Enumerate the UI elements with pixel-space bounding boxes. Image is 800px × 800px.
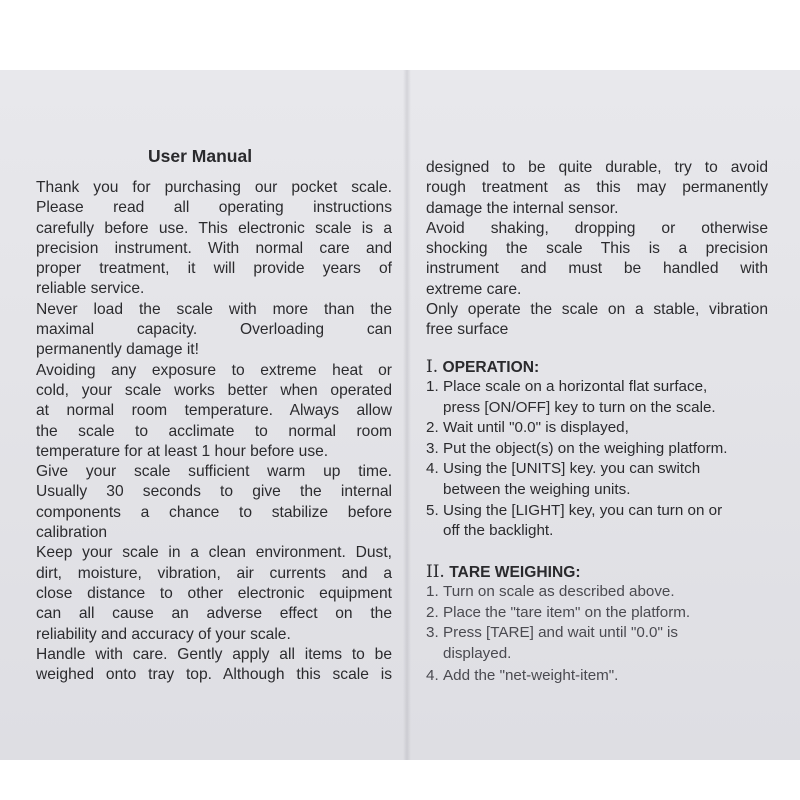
- right-column: [426, 158, 768, 341]
- text-line: Avoiding any exposure to extreme heat or: [36, 361, 392, 379]
- text-line: reliability and accuracy of your scale.: [36, 625, 291, 643]
- item-text: between the weighing units.: [443, 480, 631, 498]
- item-number: 4.: [426, 667, 439, 685]
- list-item: [426, 666, 766, 687]
- text-line: at normal room temperature. Always allow: [36, 402, 392, 420]
- text-line: components a chance to stabilize before: [36, 503, 392, 521]
- text-line: carefully before use. This electronic scale is a: [36, 219, 392, 237]
- item-text: Wait until "0.0" is displayed,: [443, 419, 629, 437]
- text-line: proper treatment, it will provide years of: [36, 260, 392, 278]
- item-number: 1.: [426, 583, 439, 600]
- text-line: Thank you for purchasing our pocket scale.: [36, 179, 392, 196]
- text-line: permanently damage it!: [36, 341, 199, 359]
- item-number: 1.: [426, 378, 439, 395]
- list-item: [426, 582, 766, 603]
- text-line: free surface: [426, 321, 509, 339]
- item-number: 5.: [426, 501, 439, 519]
- text-line: Only operate the scale on a stable, vibration: [426, 301, 768, 319]
- item-text: Place the "tare item" on the platform.: [443, 603, 691, 621]
- operation-list: [426, 377, 766, 542]
- operation-heading: [426, 357, 539, 377]
- item-text: Add the "net-weight-item".: [443, 667, 619, 685]
- text-line: shocking the scale This is a precision: [426, 240, 768, 258]
- text-line: calibration: [36, 524, 108, 542]
- item-text: press [ON/OFF] key to turn on the scale.: [443, 398, 716, 416]
- item-text: Put the object(s) on the weighing platform.: [443, 439, 728, 457]
- tare-list: [426, 582, 766, 687]
- item-text: displayed.: [443, 644, 512, 662]
- text-line: maximal capacity. Overloading can: [36, 321, 392, 339]
- text-line: Usually 30 seconds to give the internal: [36, 483, 392, 501]
- text-line: close distance to other electronic equipment: [36, 584, 392, 602]
- text-line: Handle with care. Gently apply all items to be: [36, 645, 392, 663]
- item-text: Using the [LIGHT] key, you can turn on or: [443, 501, 723, 519]
- section-numeral: I.: [426, 357, 439, 377]
- text-line: dirt, moisture, vibration, air currents and a: [36, 564, 392, 582]
- list-item: [426, 501, 766, 542]
- list-item: [426, 418, 766, 439]
- text-line: temperature for at least 1 hour before use.: [36, 442, 329, 460]
- text-line: instrument and must be handled with: [426, 260, 768, 278]
- manual-title: User Manual: [148, 146, 253, 166]
- item-text: Press [TARE] and wait until "0.0" is: [443, 624, 679, 642]
- text-line: Avoid shaking, dropping or otherwise: [426, 219, 768, 237]
- item-number: 3.: [426, 624, 439, 642]
- text-line: designed to be quite durable, try to avoid: [426, 159, 768, 176]
- tare-heading: [426, 562, 581, 582]
- text-line: Keep your scale in a clean environment. Dust,: [36, 544, 392, 562]
- item-text: Place scale on a horizontal flat surface,: [443, 378, 708, 395]
- text-line: cold, your scale works better when operated: [36, 381, 392, 399]
- list-item: [426, 377, 766, 418]
- list-item: [426, 603, 766, 624]
- text-line: extreme care.: [426, 280, 522, 298]
- list-item: [426, 439, 766, 460]
- text-line: Give your scale sufficient warm up time.: [36, 463, 392, 481]
- item-number: 2.: [426, 419, 439, 437]
- left-column: [36, 178, 392, 685]
- item-number: 3.: [426, 439, 439, 457]
- text-line: precision instrument. With normal care and: [36, 239, 392, 257]
- item-number: 2.: [426, 603, 439, 621]
- section-title: TARE WEIGHING:: [449, 564, 581, 581]
- text-line: the scale to acclimate to normal room: [36, 422, 392, 440]
- text-line: Please read all operating instructions: [36, 199, 392, 217]
- list-item: [426, 459, 766, 500]
- text-line: rough treatment as this may permanently: [426, 179, 768, 197]
- text-line: weighed onto tray top. Although this scale is: [36, 666, 392, 684]
- list-item: [426, 623, 766, 664]
- text-line: Never load the scale with more than the: [36, 300, 392, 318]
- text-line: can all cause an adverse effect on the: [36, 605, 392, 623]
- item-number: 4.: [426, 460, 439, 478]
- item-text: Using the [UNITS] key. you can switch: [443, 460, 701, 478]
- text-line: reliable service.: [36, 280, 145, 298]
- section-title: OPERATION:: [442, 359, 540, 376]
- page-fold: [403, 70, 411, 760]
- text-line: damage the internal sensor.: [426, 199, 619, 217]
- item-text: off the backlight.: [443, 522, 554, 540]
- item-text: Turn on scale as described above.: [443, 583, 675, 600]
- section-numeral: II.: [426, 562, 445, 582]
